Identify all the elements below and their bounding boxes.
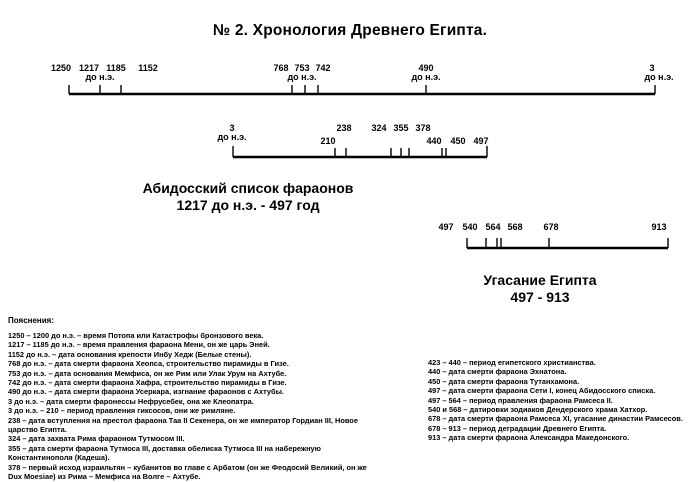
tick-label-bottom: 678: [543, 222, 559, 232]
tick-label-bottom: 568: [507, 222, 523, 232]
notes-right: [428, 358, 690, 443]
era-label-top: до н.э.: [287, 72, 317, 82]
abydos-heading: [78, 180, 418, 214]
note-line: 1152 до н.э. – дата основания крепости Инбу Хедж (Белые стены).: [8, 349, 252, 359]
tick-label-mid: 3: [229, 123, 235, 133]
tick-label-top: 1152: [138, 63, 158, 73]
era-label-top: до н.э.: [85, 72, 115, 82]
tick-label-bottom: 564: [485, 222, 501, 232]
tick-label-top: 768: [273, 63, 289, 73]
era-label-top: до н.э.: [411, 72, 441, 82]
decline-line1: Угасание Египта: [483, 272, 597, 288]
note-line: 497 – 564 – период правления фараона Рамсеса II.: [428, 395, 613, 405]
note-line: 540 и 568 – датировки зодиаков Дендерского храма Хатхор.: [428, 405, 648, 415]
note-line: 1250 – 1200 до н.э. – время Потопа или Катастрофы бронзового века.: [8, 331, 264, 340]
tick-label-mid: до н.э.: [217, 132, 247, 142]
abydos-line2: 1217 до н.э. - 497 год: [176, 197, 320, 213]
note-line: 768 до н.э. – дата смерти фараона Хеопса, строительство пирамиды в Гизе.: [8, 359, 289, 369]
note-line: 378 – первый исход израильтян – кубанитов во главе с Арбатом (он же Феодосий Великий, он же Dux Moesiae) из Рима – Мемфиса на Волге – Ахтубе.: [8, 462, 367, 482]
note-line: 3 до н.э. – 210 – период правления гиксосов, они же римляне.: [8, 406, 236, 416]
tick-label-mid: 324: [371, 123, 387, 133]
notes-left: [8, 331, 370, 482]
tick-label-top: 1250: [50, 63, 72, 73]
tick-label-mid: 210: [320, 136, 336, 146]
note-line: 678 – дата смерти фараона Рамсеса XI, угасание династии Рамсесов.: [428, 414, 683, 424]
note-line: 497 – дата смерти фараона Сети I, конец Абидосского списка.: [428, 386, 656, 396]
note-line: 1217 – 1185 до н.э. – время правления фараона Мени, он же царь Эней.: [8, 340, 270, 350]
note-line: 3 до н.э. – дата смерти фаронессы Нефрусебек, она же Клеопатра.: [8, 396, 254, 406]
note-line: 913 – дата смерти фараона Александра Македонского.: [428, 433, 630, 443]
note-line: 423 – 440 – период египетского христианства.: [428, 358, 596, 367]
tick-label-top: 1217: [78, 63, 100, 73]
tick-label-mid: 238: [336, 123, 352, 133]
tick-label-bottom: 540: [462, 222, 478, 232]
tick-label-top: 490: [418, 63, 434, 73]
note-line: 450 – дата смерти фараона Тутанхамона.: [428, 376, 580, 386]
note-line: 678 – 913 – период деградации Древнего Египта.: [428, 423, 607, 433]
note-line: 238 – дата вступления на престол фараона Таа II Секенера, он же император Гордиан III, Новое царство Египта.: [8, 415, 358, 435]
timeline-mid: [217, 123, 488, 157]
abydos-line1: Абидосский список фараонов: [142, 180, 354, 196]
timeline-top: [51, 63, 674, 94]
page-title: № 2. Хронология Древнего Египта.: [212, 22, 488, 39]
tick-label-top: 1185: [106, 63, 126, 73]
timeline-bottom: [438, 222, 668, 248]
tick-label-mid: 355: [393, 123, 409, 133]
tick-label-top: 742: [315, 63, 331, 73]
tick-label-mid: 450: [450, 136, 466, 146]
tick-label-top: 3: [649, 63, 655, 73]
tick-label-mid: 440: [426, 136, 442, 146]
note-line: 355 – дата смерти фараона Тутмоса III, доставка обелиска Тутмоса III на набережную Константинополя (Кадеша).: [8, 443, 321, 463]
era-label-top: до н.э.: [644, 72, 674, 82]
tick-label-bottom: 913: [651, 222, 667, 232]
note-line: 440 – дата смерти фараона Эхнатона.: [428, 367, 567, 377]
notes-heading: Пояснения:: [8, 316, 55, 325]
tick-label-mid: 378: [415, 123, 431, 133]
decline-line2: 497 - 913: [510, 289, 570, 305]
note-line: 753 до н.э. – дата основания Мемфиса, он же Рим или Улак Урум на Ахтубе.: [8, 368, 287, 378]
note-line: 490 до н.э. – дата смерти фараона Усеркара, изгнание фараонов с Ахтубы.: [8, 387, 284, 397]
note-line: 742 до н.э. – дата смерти фараона Хафра, строительство пирамиды в Гизе.: [8, 378, 287, 388]
decline-heading: [440, 272, 640, 306]
note-line: 324 – дата захвата Рима фараоном Тутмосом III.: [8, 434, 185, 444]
tick-label-top: 753: [294, 63, 310, 73]
tick-label-mid: 497: [473, 136, 489, 146]
tick-label-bottom: 497: [438, 222, 454, 232]
